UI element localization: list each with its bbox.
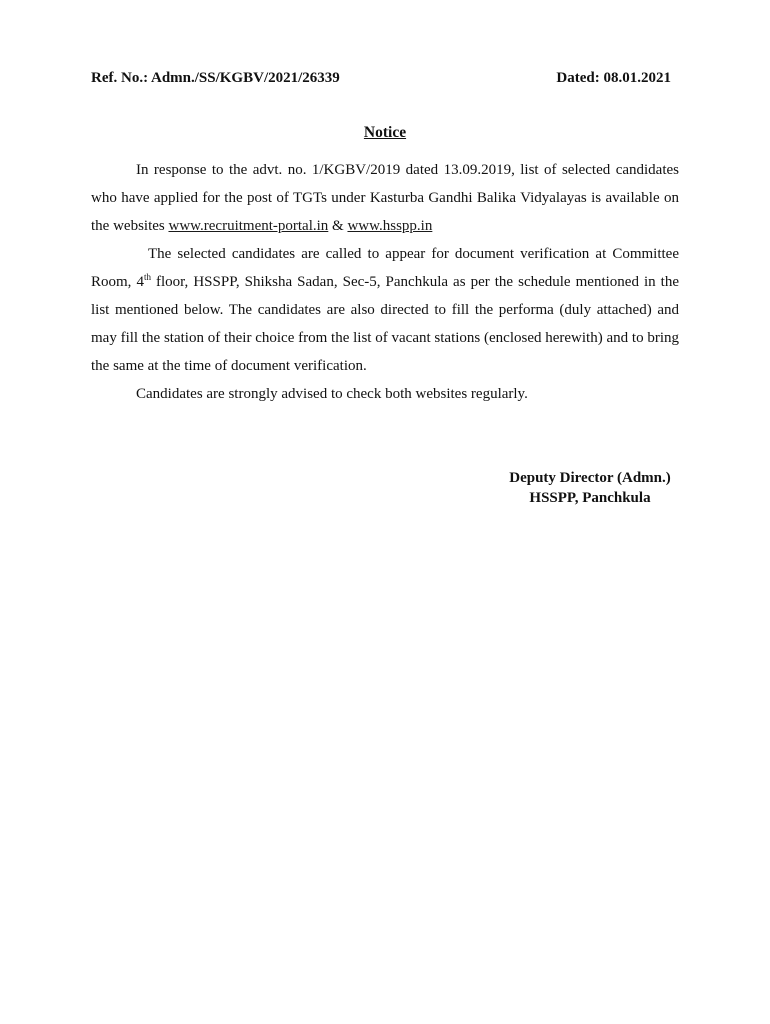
recruitment-portal-link[interactable]: www.recruitment-portal.in (168, 218, 329, 234)
paragraph-2 (91, 240, 679, 380)
header-row (91, 70, 671, 87)
paragraph-2-text-b: floor, HSSPP, Shiksha Sadan, Sec-5, Panchkula as per the schedule mentioned in the list mentioned below. The candidates are also directed to fill the performa (duly attached) and may fill the station of their choice from the list of vacant stations (enclosed herewith) and to bring the same at the time of document verification. (91, 274, 679, 374)
ampersand: & (328, 218, 348, 234)
hsspp-link[interactable]: www.hsspp.in (347, 218, 433, 234)
ordinal-superscript: th (143, 272, 151, 282)
paragraph-3 (91, 380, 679, 408)
signature-block (470, 468, 710, 508)
paragraph-1 (91, 156, 679, 240)
signatory-designation: Deputy Director (Admn.) (509, 470, 671, 486)
paragraph-3-text: Candidates are strongly advised to check both websites regularly. (136, 386, 528, 402)
notice-title: Notice (363, 124, 407, 141)
date: Dated: 08.01.2021 (556, 70, 671, 86)
signatory-office: HSSPP, Panchkula (529, 490, 651, 506)
reference-number: Ref. No.: Admn./SS/KGBV/2021/26339 (91, 70, 340, 86)
paragraph-1-text: In response to the advt. no. 1/KGBV/2019 dated 13.09.2019, list of selected candidates who have applied for the post of TGTs under Kasturba Gandhi Balika Vidyalayas is available on the websites (91, 162, 679, 234)
notice-body (91, 156, 679, 408)
paragraph-2-text-a: The selected candidates are called to appear for document verification at Committee Room, 4 (91, 246, 679, 290)
